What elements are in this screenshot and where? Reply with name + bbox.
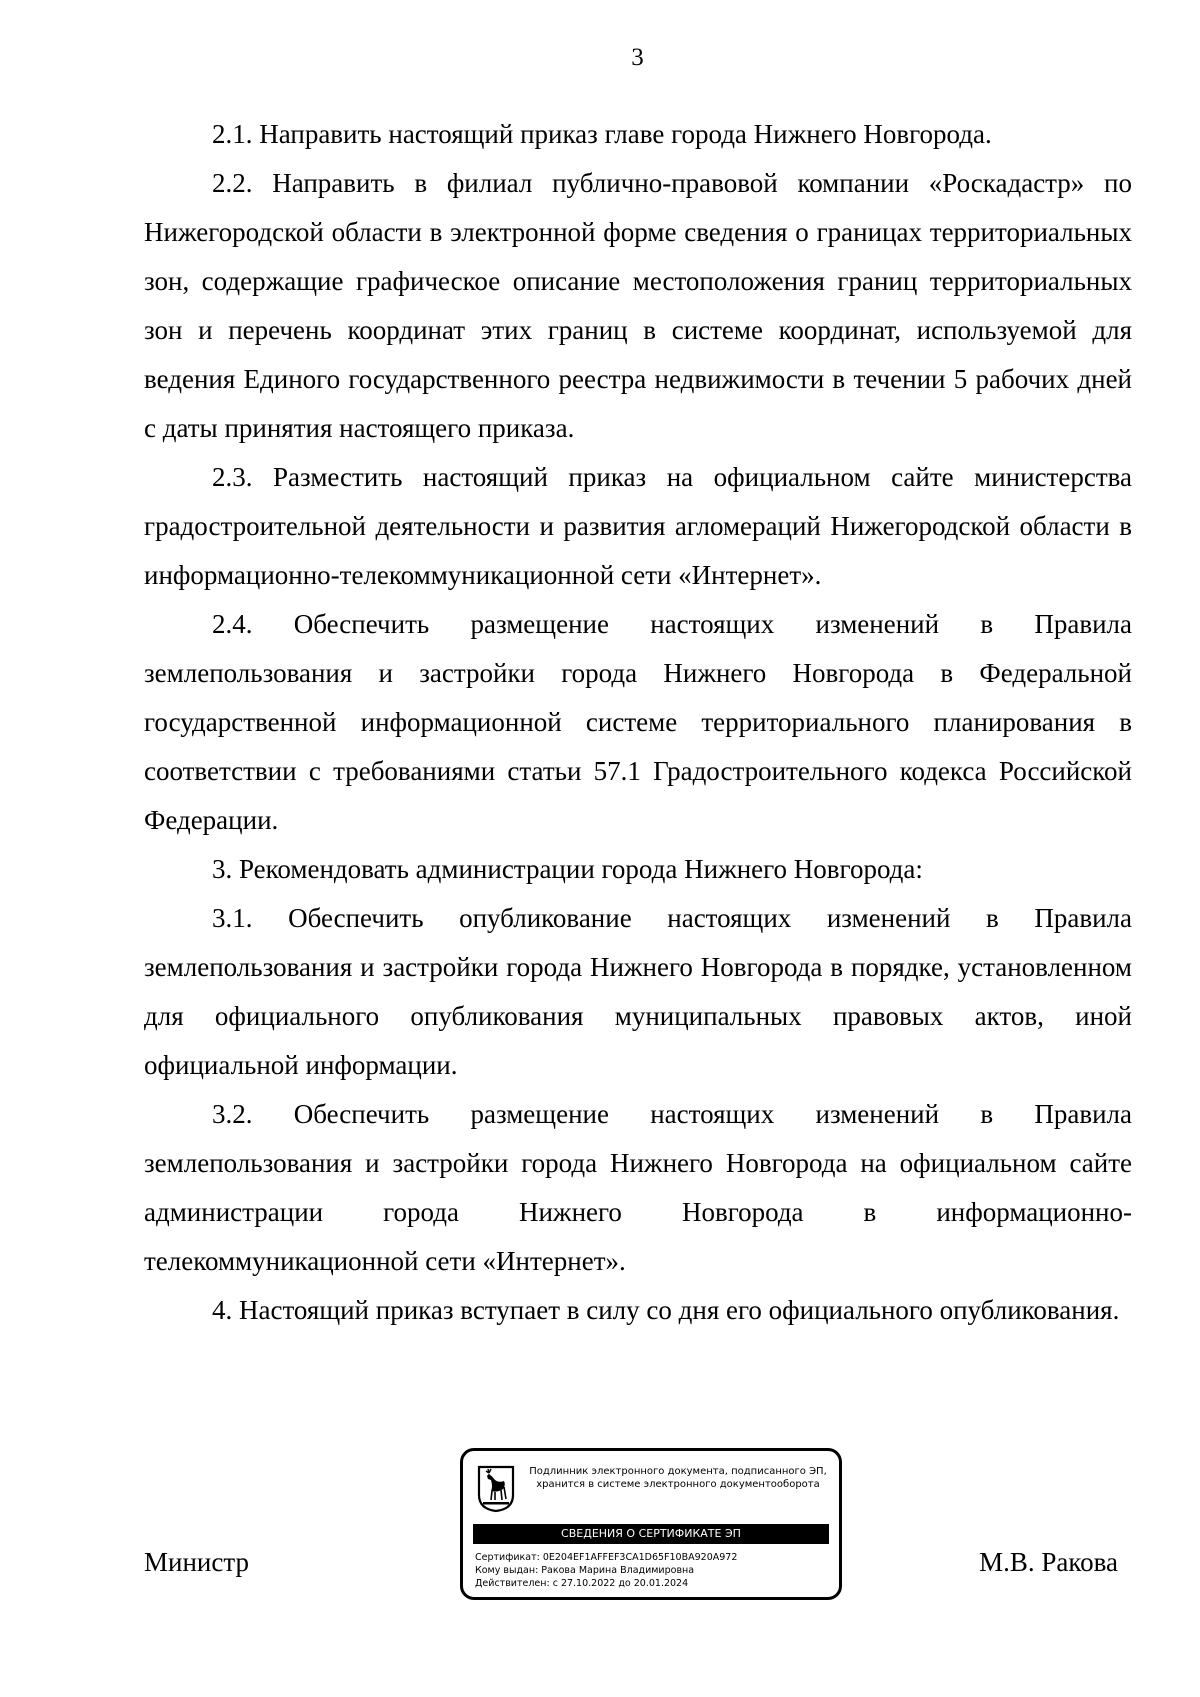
paragraph-2-4: 2.4. Обеспечить размещение настоящих изменений в Правила землепользования и застройки города Нижнего Новгорода в Федеральной государственной информационной системе территориального планирования в соответствии с требованиями статьи 57.1 Градостроительного кодекса Российской Федерации. [144, 609, 1132, 835]
signatory-position: Министр [144, 1547, 249, 1577]
paragraph-4: 4. Настоящий приказ вступает в силу со дня его официального опубликования. [212, 1295, 1120, 1325]
electronic-signature-stamp [460, 1448, 842, 1600]
deer-coat-of-arms-icon [477, 1465, 515, 1513]
stamp-header: СВЕДЕНИЯ О СЕРТИФИКАТЕ ЭП [473, 1524, 829, 1544]
paragraph-2-1: 2.1. Направить настоящий приказ главе города Нижнего Новгорода. [212, 119, 992, 149]
stamp-issued-to: Кому выдан: Ракова Марина Владимировна [475, 1565, 695, 1576]
paragraph-3: 3. Рекомендовать администрации города Нижнего Новгорода: [212, 854, 923, 884]
signatory-name: М.В. Ракова [979, 1547, 1118, 1577]
paragraph-2-2: 2.2. Направить в филиал публично-правовой компании «Роскадастр» по Нижегородской области в электронной форме сведения о границах территориальных зон, содержащие графическое описание местоположения границ территориальных зон и перечень координат этих границ в системе координат, используемой для ведения Единого государственного реестра недвижимости в течении 5 рабочих дней с даты принятия настоящего приказа. [144, 168, 1132, 443]
document-body [144, 110, 1132, 1335]
stamp-note [523, 1465, 833, 1491]
stamp-note-line: хранится в системе электронного документооборота [536, 1479, 820, 1490]
paragraph-3-2: 3.2. Обеспечить размещение настоящих изменений в Правила землепользования и застройки города Нижнего Новгорода на официальном сайте администрации города Нижнего Новгорода в информационно-телекоммуникационной сети «Интернет». [144, 1099, 1132, 1276]
stamp-details [475, 1551, 737, 1590]
page-number: 3 [631, 44, 644, 71]
paragraph-2-3: 2.3. Разместить настоящий приказ на официальном сайте министерства градостроительной деятельности и развития агломераций Нижегородской области в информационно-телекоммуникационной сети «Интернет». [144, 462, 1132, 590]
paragraph-3-1: 3.1. Обеспечить опубликование настоящих изменений в Правила землепользования и застройки города Нижнего Новгорода в порядке, установленном для официального опубликования муниципальных правовых актов, иной официальной информации. [144, 903, 1132, 1080]
stamp-note-line: Подлинник электронного документа, подписанного ЭП, [529, 1466, 827, 1477]
stamp-certificate: Сертификат: 0E204EF1AFFEF3CA1D65F10BA920A972 [475, 1552, 738, 1563]
stamp-valid: Действителен: с 27.10.2022 до 20.01.2024 [475, 1578, 689, 1589]
